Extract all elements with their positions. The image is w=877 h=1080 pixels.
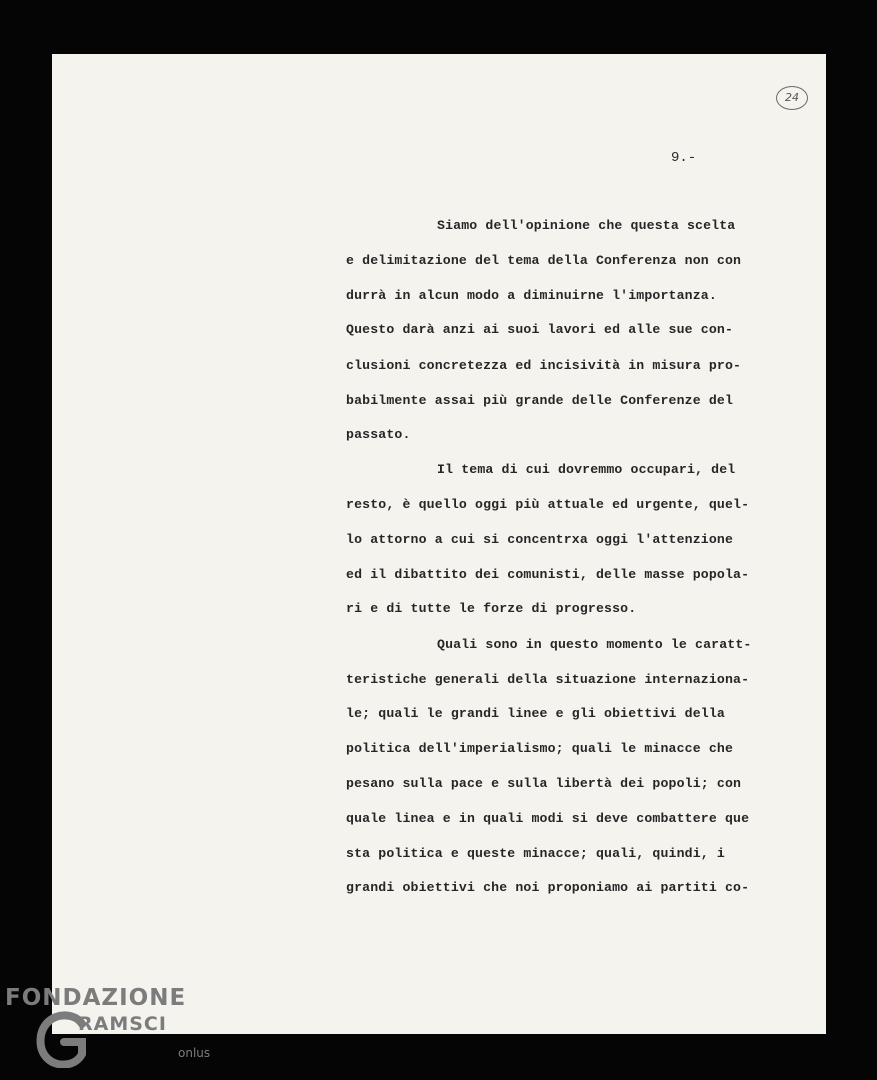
text-line: passato. [346, 427, 411, 442]
text-line: Questo darà anzi ai suoi lavori ed alle sue con- [346, 322, 734, 337]
text-line: grandi obiettivi che noi proponiamo ai partiti co- [346, 880, 750, 895]
text-line: Siamo dell'opinione che questa scelta [437, 218, 736, 233]
watermark-line-2: RAMSCI [78, 1013, 167, 1035]
text-line: ri e di tutte le forze di progresso. [346, 601, 637, 616]
text-line: babilmente assai più grande delle Conferenze del [346, 393, 734, 408]
text-line: lo attorno a cui si concentrxa oggi l'attenzione [346, 532, 734, 547]
text-line: clusioni concretezza ed incisività in misura pro- [346, 358, 742, 373]
text-line: durrà in alcun modo a diminuirne l'importanza. [346, 288, 717, 303]
text-line: e delimitazione del tema della Conferenza non con [346, 253, 742, 268]
text-line: ed il dibattito dei comunisti, delle masse popola- [346, 567, 750, 582]
folio-mark: 24 [776, 86, 808, 110]
text-line: teristiche generali della situazione internaziona- [346, 672, 750, 687]
text-line: politica dell'imperialismo; quali le minacce che [346, 741, 734, 756]
text-line: le; quali le grandi linee e gli obiettivi della [346, 706, 725, 721]
text-line: sta politica e queste minacce; quali, quindi, i [346, 846, 725, 861]
text-line: pesano sulla pace e sulla libertà dei popoli; con [346, 776, 742, 791]
text-line: Il tema di cui dovremmo occupari, del [437, 462, 736, 477]
page-number: 9.- [671, 150, 697, 166]
text-line: quale linea e in quali modi si deve combattere que [346, 811, 750, 826]
watermark-suffix: onlus [178, 1046, 211, 1060]
text-line: resto, è quello oggi più attuale ed urgente, quel- [346, 497, 750, 512]
watermark-line-1: FONDAZIONE [5, 985, 187, 1011]
text-line: Quali sono in questo momento le caratt- [437, 637, 752, 652]
